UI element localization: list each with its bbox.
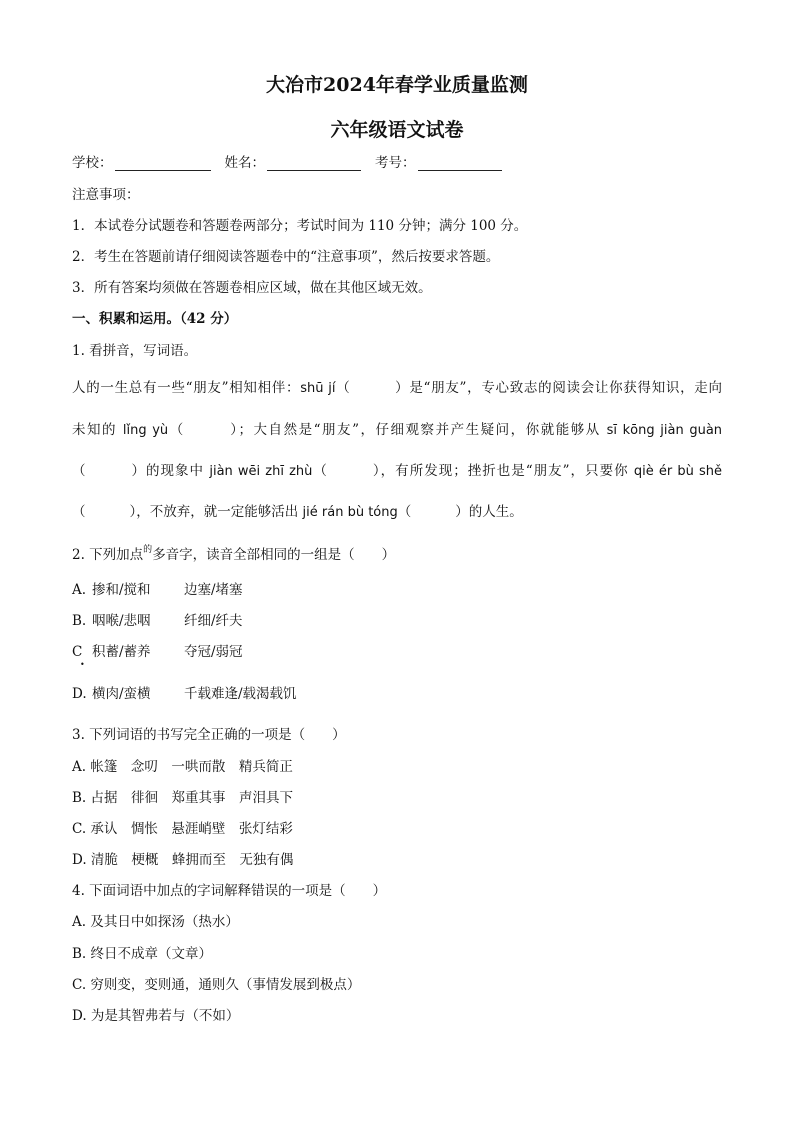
question-2-stem: 2. 下列加点$^的$多音字，读音全部相同的一组是（ ）: [72, 545, 396, 563]
question-4-stem: 4. 下面词语中加点的字词解释错误的一项是（ ）: [72, 883, 387, 899]
option-c[interactable]: C. 承认 惆怅 悬涯峭壁 张灯结彩: [72, 821, 293, 837]
note-item: 3．所有答案均须做在答题卷相应区域，做在其他区域无效。: [72, 280, 432, 296]
exam-number-label: 考号：: [375, 155, 416, 171]
question-1-line: 未知的 lǐng yù（ ）；大自然是“朋友”，仔细观察并产生疑问，你就能够从 sī kōng jiàn guàn: [72, 422, 723, 438]
pinyin-text: shū jí: [300, 381, 336, 396]
question-3-stem: 3. 下列词语的书写完全正确的一项是（ ）: [72, 727, 346, 743]
option-d[interactable]: D. 横肉/蛮横 千载难逢/载渴载饥: [72, 686, 297, 702]
question-1-stem: 1. 看拼音，写词语。: [72, 343, 198, 359]
option-a[interactable]: A. 帐篷 念叨 一哄而散 精兵简正: [72, 759, 293, 775]
name-label: 姓名：: [224, 155, 265, 171]
dot-marker: •: [80, 660, 85, 669]
note-item: 2．考生在答题前请仔细阅读答题卷中的“注意事项”，然后按要求答题。: [72, 249, 500, 265]
pinyin-text: lǐng yù: [122, 423, 169, 438]
question-1-line: 人的一生总有一些“朋友”相知相伴：shū jí（ ）是“朋友”，专心致志的阅读会让你获得知识，走向: [72, 380, 723, 396]
note-item: 1．本试卷分试题卷和答题卷两部分；考试时间为 110 分钟；满分 100 分。: [72, 218, 528, 234]
dot-marker: 的: [143, 545, 153, 555]
option-a[interactable]: A. 及其日中如探汤（热水）: [72, 914, 239, 930]
section-heading: 一、积累和运用。（42 分）: [72, 311, 238, 327]
student-info-row: [72, 151, 516, 171]
question-1-line: （ ）的现象中 jiàn wēi zhī zhù（ ），有所发现；挫折也是“朋友”，只要你 qiè ér bù shě: [72, 463, 722, 479]
notes-heading: 注意事项：: [72, 187, 140, 203]
exam-subtitle: 六年级语文试卷: [330, 119, 464, 141]
pinyin-text: sī kōng jiàn guàn: [606, 423, 723, 438]
pinyin-text: jiàn wēi zhī zhù: [209, 464, 313, 479]
option-b[interactable]: B. 咽喉/悲咽 纤细/纤夫: [72, 613, 243, 629]
option-d[interactable]: D. 清脆 梗概 蜂拥而至 无独有偶: [72, 852, 294, 868]
option-c[interactable]: C. 穷则变，变则通，通则久（事情发展到极点）: [72, 977, 361, 993]
question-1-line: （ ），不放弃，就一定能够活出 jié rán bù tóng（ ）的人生。: [72, 504, 523, 520]
exam-number-field[interactable]: [418, 156, 502, 171]
school-label: 学校：: [72, 155, 113, 171]
option-b[interactable]: B. 终日不成章（文章）: [72, 946, 213, 962]
exam-title: 大冶市2024年春学业质量监测: [266, 74, 528, 96]
name-field[interactable]: [267, 156, 361, 171]
pinyin-text: qiè ér bù shě: [633, 464, 722, 479]
option-a[interactable]: A. 掺和/搅和 边塞/堵塞: [72, 582, 243, 598]
option-b[interactable]: B. 占据 徘徊 郑重其事 声泪具下: [72, 790, 294, 806]
pinyin-text: jié rán bù tóng: [302, 505, 398, 520]
option-c[interactable]: C 积蓄/蓄养 夺冠/弱冠: [72, 644, 243, 660]
option-d[interactable]: D. 为是其智弗若与（不如）: [72, 1008, 240, 1024]
school-field[interactable]: [115, 156, 211, 171]
